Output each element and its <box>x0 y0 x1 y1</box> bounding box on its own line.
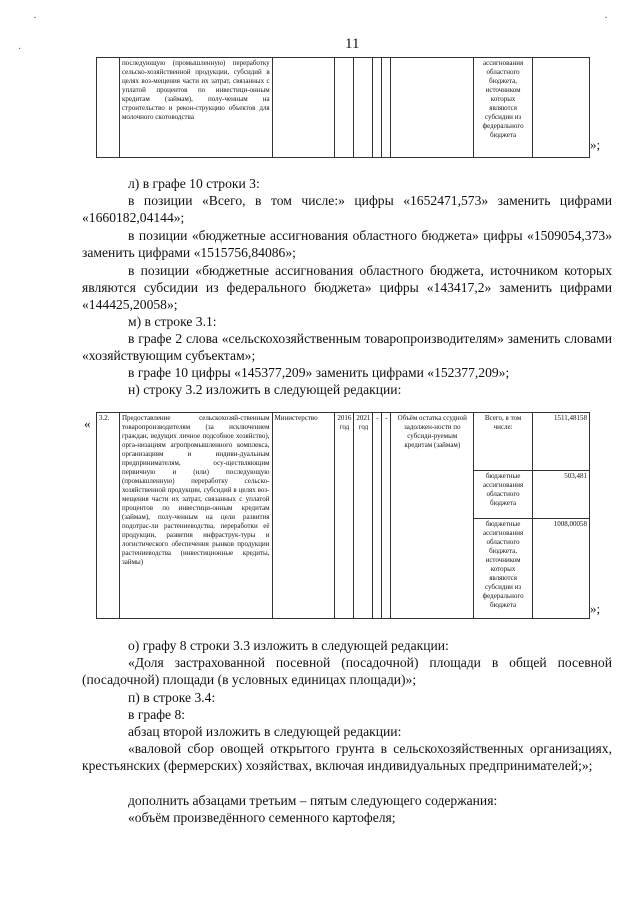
item-l: л) в графе 10 строки 3: <box>128 176 260 191</box>
table-cell <box>533 58 590 158</box>
table-cell-value: 1511,48158 <box>533 413 590 471</box>
table-cell <box>354 58 373 158</box>
paragraph: в графе 8: <box>128 707 186 722</box>
item-n: н) строку 3.2 изложить в следующей редакции: <box>128 382 402 397</box>
table-cell <box>391 58 474 158</box>
table-cell-dash: - <box>373 413 382 619</box>
closing-quote: »; <box>590 601 601 616</box>
table-cell <box>272 58 335 158</box>
paragraph: в графе 2 слова «сельскохозяйственным товаропроизводителям» заменить словами «хозяйствующим субъектам»; <box>82 331 612 363</box>
paragraph: в позиции «бюджетные ассигнования областного бюджета, источником которых являются субсидии из федерального бюджета» цифры «143417,2» заменить цифрами «144425,20058»; <box>82 263 612 312</box>
table-cell <box>382 58 391 158</box>
table-cell-executor: Министерство <box>272 413 335 619</box>
paragraph: в графе 10 цифры «145377,209» заменить цифрами «152377,209»; <box>128 365 510 380</box>
paragraph: в позиции «бюджетные ассигнования областного бюджета» цифры «1509054,373» заменить цифрами «1515756,84086»; <box>82 228 612 260</box>
paragraph: абзац второй изложить в следующей редакции: <box>128 724 402 739</box>
table-cell-source: бюджетные ассигнования областного бюджета, источником которых являются субсидии из федерального бюджета <box>474 519 533 619</box>
table-cell-dash: - <box>382 413 391 619</box>
table-cell-indicator: Объём остатка ссудной задолжен-ности по субсиди-руемым кредитам (займам) <box>391 413 474 619</box>
table-cell <box>97 58 120 158</box>
table-cell-value: 503,481 <box>533 471 590 519</box>
table-cell-source: ассигнования областного бюджета, источником которых являются субсидии из федерального бюджета <box>474 58 533 158</box>
item-p: п) в строке 3.4: <box>128 690 216 705</box>
paragraph: «валовой сбор овощей открытого грунта в сельскохозяйственных организациях, крестьянских (фермерских) хозяйствах, включая индивидуальных предпринимателей;»; <box>82 741 612 773</box>
paragraph: «объём произведённого семенного картофеля; <box>128 810 396 825</box>
paragraph: «Доля застрахованной посевной (посадочной) площади в общей посевной (посадочной) площади (в условных единицах площади)»; <box>82 655 612 687</box>
item-o: о) графу 8 строки 3.3 изложить в следующей редакции: <box>128 638 449 653</box>
page-number: 11 <box>345 36 360 52</box>
item-m: м) в строке 3.1: <box>128 314 217 329</box>
table-cell-end-year: 2021 год <box>354 413 373 619</box>
table-cell-number: 3.2. <box>97 413 120 619</box>
paragraph: в позиции «Всего, в том числе:» цифры «1652471,573» заменить цифрами «1660182,04144»; <box>82 193 612 225</box>
table-cell-description: Предоставление сельскохозяй-ственным товаропроизводителям (за исключением граждан, ведущих личное подсобное хозяйство), орга-низациям агропромышленного комплекса, организациям и индиви-дуальным предпринимателям, осу-ществляющим первичную и (или) последующую (промышленную) переработку сельско-хозяйственной продукции, субсидий в целях воз-мещения части их затрат, связанных с уплатой процентов по инвестици-онным кредитам (займам), полу-ченным на цели развития подотрас-ли растениеводства, переработки её продукции, развития инфраструк-туры и логистического обеспечения рынков продукции растениеводства (инвестиционные кредиты, займы) <box>119 413 272 619</box>
table-cell-source: Всего, в том числе: <box>474 413 533 471</box>
table-cell <box>335 58 354 158</box>
margin-mark: · <box>33 10 37 24</box>
table-cell-start-year: 2016 год <box>335 413 354 619</box>
table-cell-source: бюджетные ассигнования областного бюджета <box>474 471 533 519</box>
table-row-3-2 <box>96 412 590 619</box>
table-cell <box>373 58 382 158</box>
margin-mark: · <box>604 10 608 24</box>
closing-quote: »; <box>590 137 601 152</box>
table-cell-description: последующую (промышленную) переработку сельско-хозяйственной продукции, субсидий в целях воз-мещения части их затрат, связанных с уплатой процентов по инвестици-онным кредитам (займам), полу-ченным на строительство и рекон-струкцию объектов для молочного скотоводства <box>119 58 272 158</box>
margin-mark: · <box>18 44 22 55</box>
table-cell-value: 1008,00058 <box>533 519 590 619</box>
table-continuation <box>96 57 590 158</box>
paragraph: дополнить абзацами третьим – пятым следующего содержания: <box>128 793 498 808</box>
opening-quote: « <box>84 416 91 431</box>
